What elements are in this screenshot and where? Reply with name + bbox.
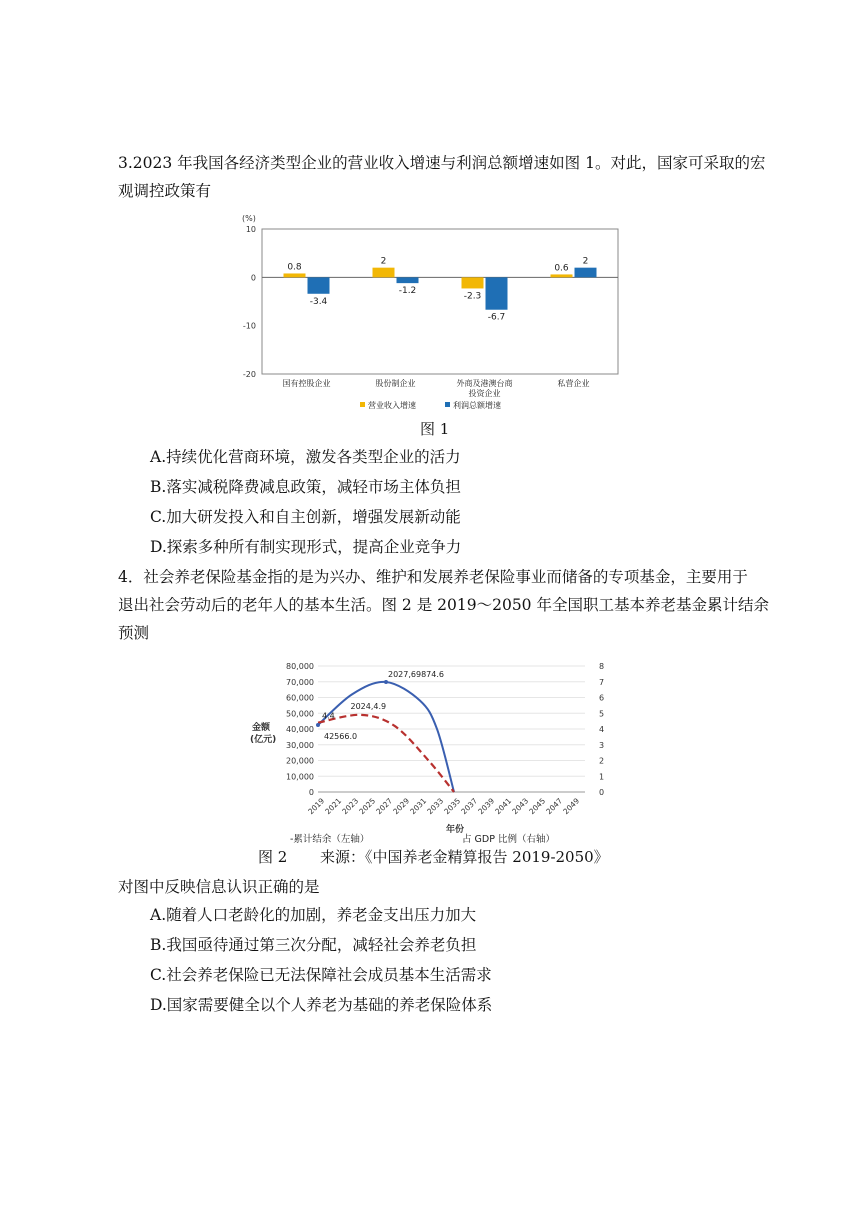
- x-tick-label: 国有控股企业: [282, 379, 331, 388]
- figure-1-bar-chart: [240, 212, 625, 414]
- legend-label: 营业收入增速: [368, 401, 416, 410]
- y-left-tick: 30,000: [286, 740, 314, 750]
- data-label: 0.6: [554, 263, 569, 274]
- x-tick-label: 2023: [340, 796, 361, 817]
- x-tick-label: 2049: [561, 796, 582, 817]
- x-tick-label: 2047: [544, 796, 565, 817]
- y-right-tick: 0: [599, 788, 605, 797]
- q4-option-b: B.我国亟待通过第三次分配，减轻社会养老负担: [150, 936, 477, 954]
- y-tick-label: -20: [242, 370, 256, 379]
- x-tick-label: 2033: [425, 796, 446, 817]
- legend-gdp-ratio: 占 GDP 比例（右轴）: [462, 834, 555, 845]
- y-left-tick: 10,000: [286, 772, 314, 782]
- x-tick-label: 2043: [510, 796, 531, 817]
- x-tick-label: 外商及港澳台商: [456, 379, 513, 388]
- x-tick-label: 2027: [374, 796, 395, 817]
- q3-stem-line-1: 3.2023 年我国各经济类型企业的营业收入增速与利润总额增速如图 1。对此，国家可采取的宏: [118, 154, 766, 172]
- data-label: 2: [582, 256, 589, 267]
- y-right-tick: 4: [599, 725, 605, 734]
- data-label: -3.4: [309, 296, 328, 307]
- legend-cumulative-balance: -累计结余（左轴）: [290, 834, 370, 845]
- figure-2-line-chart: [250, 656, 610, 846]
- annotation-peak-balance: 2027,69874.6: [388, 669, 444, 679]
- y-right-tick: 7: [599, 677, 605, 687]
- bar-profit: [575, 268, 597, 278]
- q3-option-d: D.探索多种所有制实现形式，提高企业竞争力: [150, 538, 462, 556]
- y-right-tick: 5: [599, 709, 605, 719]
- y-right-tick: 3: [599, 740, 605, 750]
- figure-1-caption: 图 1: [420, 420, 450, 438]
- q3-option-a: A.持续优化营商环境，激发各类型企业的活力: [150, 448, 461, 466]
- legend-swatch: [360, 402, 365, 407]
- x-tick-label: 股份制企业: [375, 379, 416, 388]
- y-unit-label: (%): [242, 214, 256, 223]
- x-tick-label: 2045: [527, 796, 548, 817]
- y-left-tick: 50,000: [286, 709, 314, 719]
- annotation-start-balance: 42566.0: [324, 731, 358, 741]
- bar-profit: [486, 277, 508, 309]
- q4-prompt: 对图中反映信息认识正确的是: [118, 878, 320, 896]
- bar-profit: [397, 277, 419, 283]
- q4-stem-line-2: 退出社会劳动后的老年人的基本生活。图 2 是 2019～2050 年全国职工基本养老基金累计结余: [118, 596, 769, 614]
- x-tick-label: 2019: [306, 796, 327, 817]
- legend-swatch: [445, 402, 450, 407]
- y-tick-label: 0: [250, 273, 256, 283]
- y-left-tick: 70,000: [286, 677, 314, 687]
- series-line-gdp-ratio: [318, 715, 454, 792]
- x-tick-label: 2041: [493, 796, 514, 817]
- y-left-tick: 20,000: [286, 756, 314, 766]
- y-right-tick: 1: [599, 772, 605, 782]
- figure-2-source: 来源：《中国养老金精算报告 2019-2050》: [320, 848, 609, 866]
- bar-revenue: [551, 274, 573, 277]
- y-left-tick: 40,000: [286, 725, 314, 734]
- data-label: -1.2: [398, 286, 417, 297]
- bar-profit: [308, 277, 330, 293]
- x-tick-label: 私营企业: [557, 379, 590, 388]
- figure-2-caption: 图 2: [258, 848, 288, 866]
- x-tick-label: 2021: [323, 796, 344, 817]
- data-point: [316, 723, 320, 727]
- bar-revenue: [462, 277, 484, 288]
- q4-stem-line-1: 4．社会养老保险基金指的是为兴办、维护和发展养老保险事业而储备的专项基金，主要用于: [118, 568, 748, 586]
- x-tick-label: 2039: [476, 796, 497, 817]
- x-tick-label: 2035: [442, 796, 463, 817]
- x-tick-label-cont: 投资企业: [468, 389, 501, 398]
- data-label: 0.8: [287, 262, 302, 273]
- y-left-tick: 80,000: [286, 662, 314, 671]
- data-label: -2.3: [463, 291, 482, 302]
- y-left-axis-title: 金额: [252, 723, 271, 733]
- y-tick-label: 10: [245, 225, 256, 234]
- bar-revenue: [284, 273, 306, 277]
- annotation-peak-ratio: 2024,4.9: [350, 701, 387, 711]
- x-axis-title: 年份: [446, 825, 465, 835]
- q4-option-d: D.国家需要健全以个人养老为基础的养老保险体系: [150, 996, 493, 1014]
- y-left-tick: 60,000: [286, 693, 314, 703]
- annotation-start-ratio: 4.4: [322, 711, 335, 721]
- data-point: [384, 680, 388, 684]
- y-right-tick: 6: [599, 693, 605, 703]
- y-tick-label: -10: [242, 321, 256, 331]
- bar-revenue: [373, 268, 395, 278]
- y-right-tick: 8: [599, 662, 605, 671]
- q3-option-c: C.加大研发投入和自主创新，增强发展新动能: [150, 508, 461, 526]
- x-tick-label: 2029: [391, 796, 412, 817]
- q3-stem-line-2: 观调控政策有: [118, 182, 212, 200]
- y-left-tick: 0: [308, 788, 314, 797]
- q4-option-c: C.社会养老保险已无法保障社会成员基本生活需求: [150, 966, 492, 984]
- x-tick-label: 2025: [357, 796, 378, 817]
- data-label: -6.7: [487, 312, 506, 323]
- q3-option-b: B.落实减税降费减息政策，减轻市场主体负担: [150, 478, 461, 496]
- q4-option-a: A.随着人口老龄化的加剧，养老金支出压力加大: [150, 906, 477, 924]
- data-label: 2: [380, 256, 387, 267]
- q4-stem-line-3: 预测: [118, 624, 150, 642]
- x-tick-label: 2031: [408, 796, 429, 817]
- y-right-tick: 2: [599, 756, 605, 766]
- y-left-axis-unit: (亿元): [250, 735, 277, 745]
- x-tick-label: 2037: [459, 796, 480, 817]
- legend-label: 利润总额增速: [453, 401, 501, 410]
